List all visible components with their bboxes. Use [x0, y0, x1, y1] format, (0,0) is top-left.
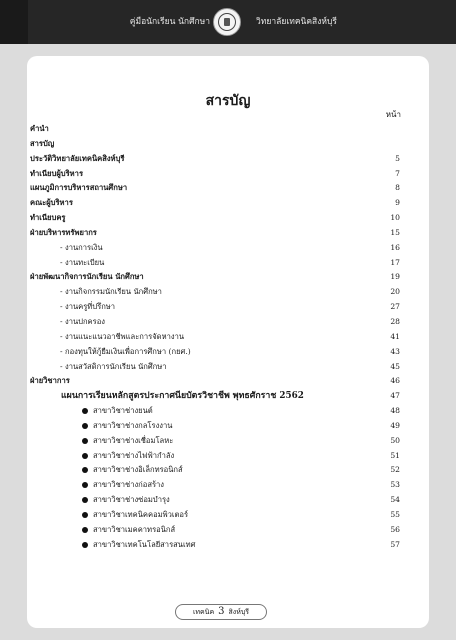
toc-entry-page: 52 — [390, 465, 400, 475]
footer-suffix: สิงห์บุรี — [228, 608, 250, 616]
bullet-icon — [82, 542, 88, 548]
bullet-icon — [82, 527, 88, 533]
toc-subentry[interactable] — [30, 256, 400, 271]
footer-prefix: เทคนิค — [192, 608, 215, 616]
toc-entry-label: - งานครูที่ปรึกษา — [60, 302, 116, 312]
toc-entry[interactable] — [30, 122, 400, 137]
toc-entry[interactable] — [30, 137, 400, 152]
bullet-icon — [82, 512, 88, 518]
toc-entry[interactable] — [30, 167, 400, 182]
toc-subentry[interactable] — [30, 300, 400, 315]
toc-entry-label: แผนภูมิการบริหารสถานศึกษา — [30, 183, 128, 193]
toc-entry-page: 51 — [390, 450, 400, 460]
toc-entry-page: 49 — [390, 420, 400, 430]
toc-entry-label: สาขาวิชาเมคคาทรอนิกส์ — [93, 524, 176, 534]
toc-entry[interactable] — [30, 211, 400, 226]
page-title: สารบัญ — [205, 93, 251, 109]
toc-entry[interactable] — [30, 152, 400, 167]
toc-program-entry[interactable] — [30, 434, 400, 449]
toc-entry-page: 56 — [390, 524, 400, 534]
toc-entry-label: ฝ่ายพัฒนากิจการนักเรียน นักศึกษา — [30, 272, 144, 282]
toc-entry-label: ฝ่ายวิชาการ — [30, 376, 70, 386]
toc-entry-label: สาขาวิชาช่างก่อสร้าง — [93, 480, 165, 490]
header-corner-shade — [0, 0, 28, 44]
toc-entry-label: ทำเนียบผู้บริหาร — [30, 168, 84, 178]
toc-entry-page: 20 — [390, 287, 400, 297]
toc-entry-label: ทำเนียบครู — [30, 213, 66, 223]
toc-entry-label: สาขาวิชาช่างยนต์ — [93, 406, 153, 416]
toc-entry-page: 45 — [390, 361, 400, 371]
toc-course-plan-entry[interactable] — [30, 389, 400, 404]
toc-entry-label: สาขาวิชาเทคนิคคอมพิวเตอร์ — [93, 509, 189, 519]
page-column-label: หน้า — [385, 110, 401, 119]
toc-program-entry[interactable] — [30, 523, 400, 538]
toc-entry-label: - งานแนะแนวอาชีพและการจัดหางาน — [60, 331, 185, 341]
toc-entry-label: สาขาวิชาเทคโนโลยีสารสนเทศ — [93, 539, 196, 549]
toc-entry[interactable] — [30, 181, 400, 196]
toc-entry-label: สาขาวิชาช่างอิเล็กทรอนิกส์ — [93, 465, 183, 475]
toc-program-entry[interactable] — [30, 404, 400, 419]
toc-subentry[interactable] — [30, 360, 400, 375]
toc-entry-label: แผนการเรียนหลักสูตรประกาศนียบัตรวิชาชีพ พุทธศักราช 2562 — [61, 391, 304, 402]
toc-entry-page: 43 — [390, 346, 400, 356]
toc-entry-label: สาขาวิชาช่างเชื่อมโลหะ — [93, 435, 174, 445]
toc-subentry[interactable] — [30, 330, 400, 345]
toc-subentry[interactable] — [30, 315, 400, 330]
toc-entry-page: 16 — [390, 242, 400, 252]
toc-entry-label: คำนำ — [30, 124, 49, 133]
bullet-icon — [82, 438, 88, 444]
toc-entry-page: 5 — [395, 153, 400, 163]
toc-page — [27, 56, 429, 628]
bullet-icon — [82, 482, 88, 488]
toc-entry-page: 7 — [395, 168, 400, 178]
toc-entry-label: สาขาวิชาช่างซ่อมบำรุง — [93, 495, 170, 505]
toc-entry-page: 46 — [390, 376, 400, 386]
toc-entry-label: สาขาวิชาช่างกลโรงงาน — [93, 420, 173, 430]
toc-entry-page: 15 — [390, 227, 400, 237]
toc-entry-page: 55 — [390, 509, 400, 519]
toc-entry-label: ประวัติวิทยาลัยเทคนิคสิงห์บุรี — [30, 153, 125, 163]
toc-entry-page: 10 — [390, 213, 400, 223]
toc-entry-page: 41 — [390, 331, 400, 341]
toc-entry[interactable] — [30, 226, 400, 241]
toc-program-entry[interactable] — [30, 419, 400, 434]
toc-entry-label: - งานสวัสดิการนักเรียน นักศึกษา — [60, 361, 167, 371]
toc-entry-page: 19 — [390, 272, 400, 282]
toc-entry[interactable] — [30, 270, 400, 285]
toc-entry-page: 47 — [390, 391, 400, 401]
header-bar — [0, 0, 456, 44]
toc-entry-label: - งานการเงิน — [60, 242, 103, 252]
toc-entry-page: 50 — [390, 435, 400, 445]
toc-entry[interactable] — [30, 374, 400, 389]
college-logo-icon — [213, 8, 241, 36]
toc-entry-label: สาขาวิชาช่างไฟฟ้ากำลัง — [93, 450, 175, 460]
toc-program-entry[interactable] — [30, 449, 400, 464]
bullet-icon — [82, 497, 88, 503]
toc-entry-page: 8 — [395, 183, 400, 193]
toc-entry-label: - งานกิจกรรมนักเรียน นักศึกษา — [60, 287, 162, 297]
toc-entry-label: ฝ่ายบริหารทรัพยากร — [30, 227, 97, 237]
bullet-icon — [82, 453, 88, 459]
toc-program-entry[interactable] — [30, 508, 400, 523]
toc-entry-page: 48 — [390, 406, 400, 416]
header-left-text: คู่มือนักเรียน นักศึกษา — [129, 17, 210, 27]
bullet-icon — [82, 467, 88, 473]
toc-entry-label: - กองทุนให้กู้ยืมเงินเพื่อการศึกษา (กยศ.) — [60, 346, 191, 356]
toc-entry-page: 27 — [390, 302, 400, 312]
footer-page-number: 3 — [218, 606, 225, 617]
toc-entry[interactable] — [30, 196, 400, 211]
toc-entry-label: สารบัญ — [30, 138, 55, 148]
bullet-icon — [82, 408, 88, 414]
toc-entry-page: 53 — [390, 480, 400, 490]
toc-subentry[interactable] — [30, 345, 400, 360]
toc-entry-label: - งานปกครอง — [60, 316, 105, 326]
toc-subentry[interactable] — [30, 241, 400, 256]
toc-program-entry[interactable] — [30, 478, 400, 493]
toc-program-entry[interactable] — [30, 463, 400, 478]
toc-subentry[interactable] — [30, 285, 400, 300]
toc-entry-label: - งานทะเบียน — [60, 257, 105, 267]
bullet-icon — [82, 423, 88, 429]
table-of-contents — [30, 122, 400, 552]
toc-entry-label: คณะผู้บริหาร — [30, 198, 73, 208]
toc-entry-page: 17 — [390, 257, 400, 267]
header-right-text: วิทยาลัยเทคนิคสิงห์บุรี — [256, 17, 337, 27]
toc-entry-page: 57 — [390, 539, 400, 549]
toc-entry-page: 54 — [390, 495, 400, 505]
toc-entry-page: 9 — [395, 198, 400, 208]
page-footer — [175, 604, 267, 620]
toc-entry-page: 28 — [390, 316, 400, 326]
toc-program-entry[interactable] — [30, 493, 400, 508]
toc-program-entry[interactable] — [30, 538, 400, 553]
